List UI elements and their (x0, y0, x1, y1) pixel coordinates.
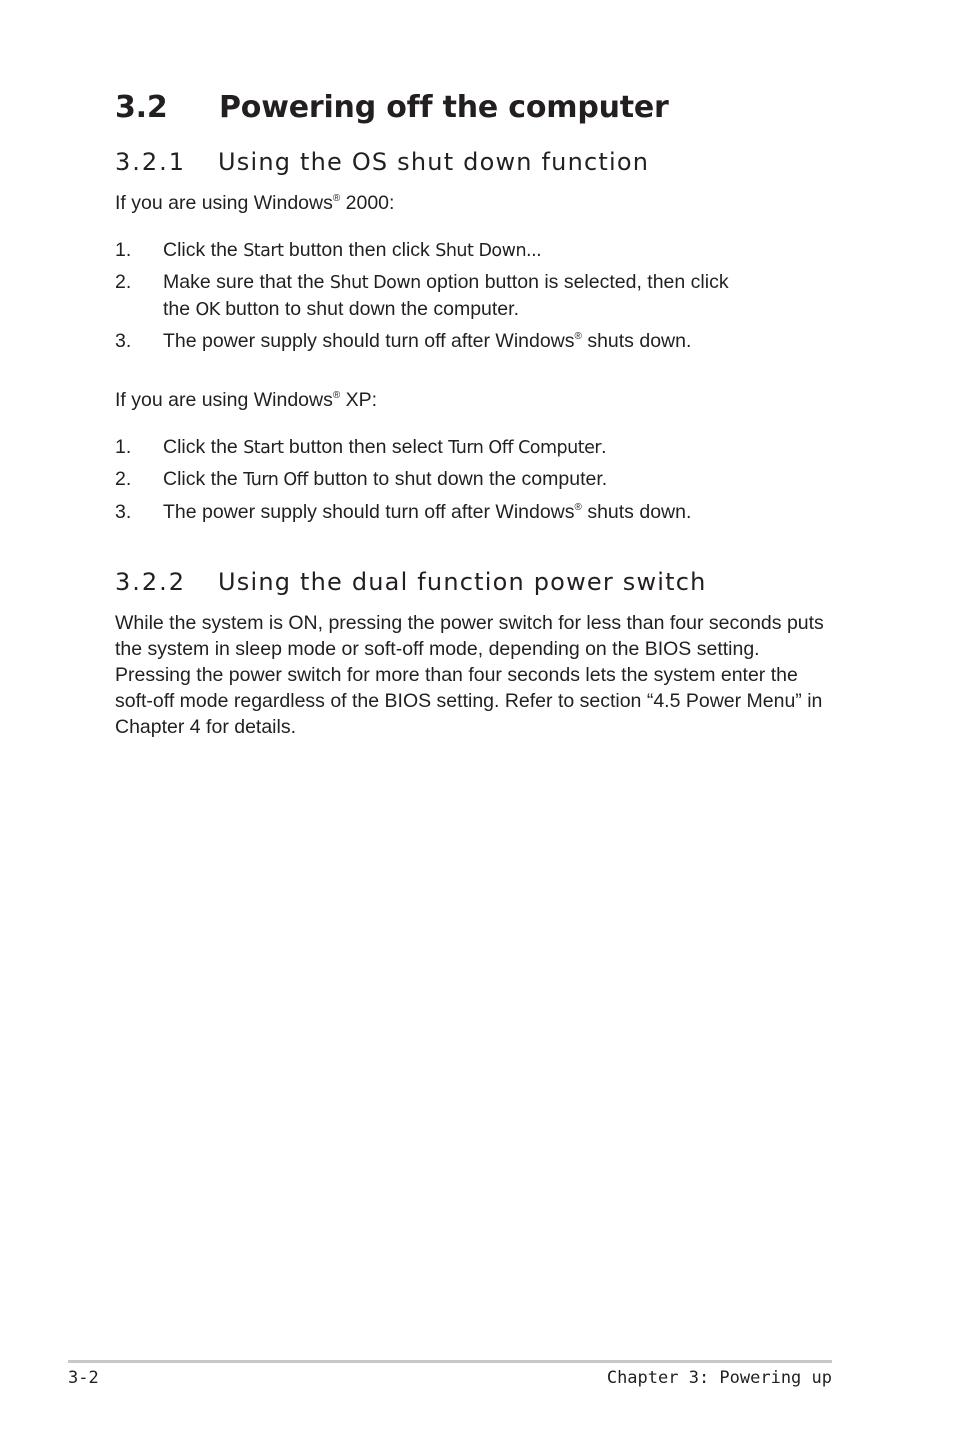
shut-down-label: Shut Down... (435, 241, 542, 261)
section-title (115, 84, 669, 132)
list-item: 2. Click the Turn Off button to shut down the computer. (115, 468, 608, 490)
list-item: 1. Click the Start button then select Turn Off Computer. (115, 436, 607, 458)
section-number: 3.2 (115, 90, 168, 125)
turn-off-computer-label: Turn Off Computer (448, 438, 602, 458)
turn-off-label: Turn Off (243, 470, 308, 490)
list-item: 3. The power supply should turn off after Windows® shuts down. (115, 501, 692, 523)
footer-divider (68, 1360, 832, 1363)
list-item: 2. Make sure that the Shut Down option button is selected, then click the OK button to shut down the computer. (115, 271, 729, 320)
windows-2000-intro: If you are using Windows® 2000: (115, 192, 395, 214)
section-title-text: Powering off the computer (219, 90, 669, 125)
list-item: 1. Click the Start button then click Shut Down... (115, 239, 542, 261)
page-number: 3-2 (68, 1368, 99, 1388)
chapter-label: Chapter 3: Powering up (606, 1368, 832, 1388)
list-item: 3. The power supply should turn off after Windows® shuts down. (115, 330, 692, 352)
ok-button-label: OK (195, 300, 220, 320)
start-button-label: Start (243, 241, 284, 261)
power-switch-paragraph: While the system is ON, pressing the power switch for less than four seconds puts the system in sleep mode or soft-off mode, depending on the BIOS setting. Pressing the power switch for more than four seconds lets the system enter the soft-off mode regardless of the BIOS setting. Refer to section “4.5 Power Menu” in Chapter 4 for details. (115, 612, 824, 738)
subsection-title-os-shutdown: 3.2.1 Using the OS shut down function (115, 148, 650, 176)
windows-xp-intro: If you are using Windows® XP: (115, 389, 378, 411)
subsection-title-power-switch: 3.2.2 Using the dual function power switch (115, 568, 707, 596)
